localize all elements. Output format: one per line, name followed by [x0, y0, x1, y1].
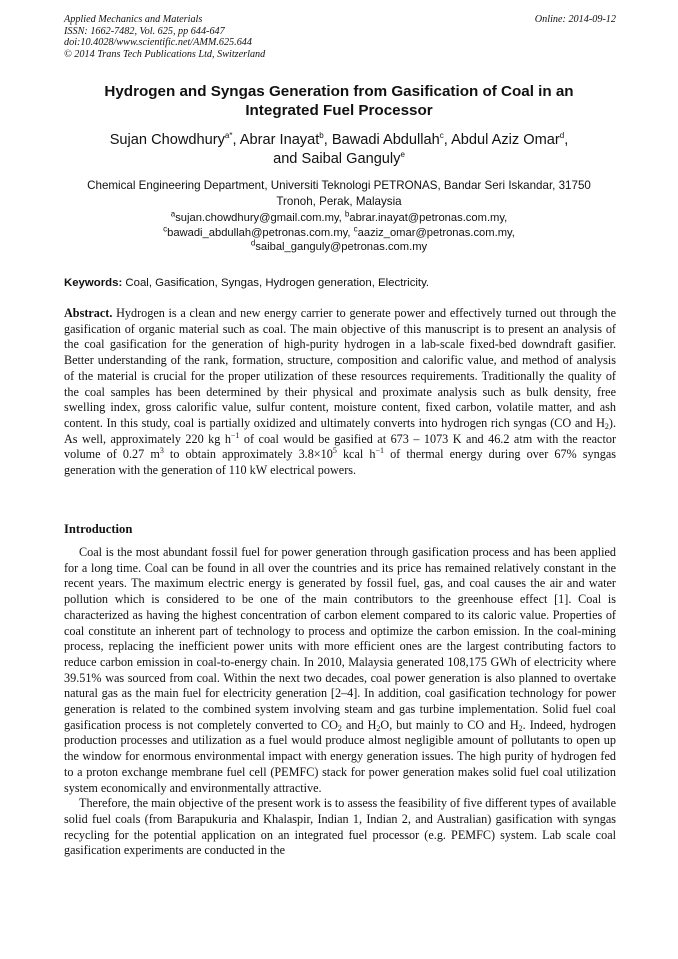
paper-title: Hydrogen and Syngas Generation from Gasification of Coal in an Integrated Fuel Processor: [104, 83, 574, 119]
intro-paragraph-2: Therefore, the main objective of the present work is to assess the feasibility of five different types of available solid fuel coals (from Barapukuria and Khalaspir, Indian 1, Indian 2, and Australian) gasification with syngas recycling for the potential application on an integrated fuel processor (e.g. PEMFC) system. Lab scale coal gasification experiments are conducted in the: [64, 796, 616, 858]
keywords-label: Keywords:: [64, 277, 123, 289]
author-5: and Saibal Ganguly$^e$: [273, 150, 405, 167]
author-5-mark: e: [400, 150, 405, 160]
affiliation: [60, 178, 618, 209]
email-list: [64, 211, 614, 255]
email-line-2: $^c$bawadi_abdullah@petronas.com.my, $^c$aaziz_omar@petronas.com.my,: [163, 223, 515, 239]
copyright-line: © 2014 Trans Tech Publications Ltd, Switzerland: [64, 48, 266, 60]
intro-paragraph-1: Coal is the most abundant fossil fuel for power generation through gasification process and has been applied for a long time. Coal can be found in all over the countries and its price has remained relatively constant in the recent years. The maximum electric energy is generated by fossil fuel, gas, and coal causes the air and water pollution which is considered to be one of the main contributors to the greenhouse effect [1]. Coal is characterized as having the highest concentration of carbon element compared to its caloric value. Properties of coal constitute an inherent part of technology to process and optimize the carbon emission. In the coal-mining process, replacing the inefficient power units with more efficient ones are the largest contributing factors to reduce carbon emission in coal-to-energy chain. In 2010, Malaysia generated 108,175 GWh of electricity where 39.51% was sourced from coal. Within the next two decades, coal power generation is also planned to overtake natural gas as the main fuel for electricity generation [2–4]. In addition, coal gasification technology for power generation is related to the combined system involving steam and gas turbine implementation. Solid fuel coal gasification process is not completely converted to $CO_2$ and $H_2O$, but mainly to CO and $H_2$. Indeed, hydrogen production processes and utilization as a fuel would produce almost negligible amount of pollutants to open up the window for enormous environmental impact with energy generation issues. The high purity of hydrogen fed to a proton exchange membrane fuel cell (PEMFC) stack for power generation makes solid fuel coal utilization system economically and environmentally attractive.: [64, 545, 616, 795]
author-2: Abrar Inayat$^b$,: [239, 131, 332, 148]
email-e: saibal_ganguly@petronas.com.my: [255, 241, 428, 254]
doi-line: doi:10.4028/www.scientific.net/AMM.625.644: [64, 37, 252, 49]
author-4: Abdul Aziz Omar$^d$,: [451, 131, 569, 148]
issn-line: ISSN: 1662-7482, Vol. 625, pp 644-647: [64, 25, 225, 37]
author-1-mark: a*: [224, 131, 233, 141]
author-3-mark: c: [439, 131, 444, 141]
journal-name: Applied Mechanics and Materials: [64, 14, 203, 25]
journal-header: [64, 14, 616, 60]
keywords-text: Coal, Gasification, Syngas, Hydrogen generation, Electricity.: [125, 277, 430, 289]
email-line-3: $^d$saibal_ganguly@petronas.com.my: [250, 238, 428, 254]
keywords: [64, 276, 616, 291]
author-list: [64, 131, 614, 169]
section-heading-introduction: Introduction: [64, 522, 133, 536]
affiliation-line-1: Chemical Engineering Department, Universiti Teknologi PETRONAS, Bandar Seri Iskandar, 31750: [87, 179, 591, 192]
abstract: Abstract. Hydrogen is a clean and new energy carrier to generate power and effectively turned out through the gasification of organic material such as coal. The main objective of this manuscript is to present an analysis of the coal gasification for the generation of high-purity hydrogen in a lab-scale fixed-bed downdraft gasifier. Better understanding of the rank, formation, structure, composition and calorific value, and method of analysis of the material is crucial for the proper utilization of these resources requirements. Traditionally the quality of the coal samples has been determined by their physical and proximate analysis such as bulk density, free swelling index, gross calorific value, sulfur content, moisture content, fixed carbon, volatile matter, and ash content. In this study, coal is partially oxidized and ultimately converts into hydrogen rich syngas (CO and $H_2$). As well, approximately 220 kg $h^{-1}$ of coal would be gasified at 673 – 1073 K and 46.2 atm with the reactor volume of 0.27 $m^3$ to obtain approximately $3.8\times 10^5$ kcal $h^{-1}$ of thermal energy during over 67% syngas generation with the generation of 110 kW electrical powers.: [64, 306, 617, 478]
author-4-mark: d: [559, 131, 565, 141]
email-b: abrar.inayat@petronas.com.my: [349, 212, 505, 224]
abstract-label: Abstract.: [64, 306, 113, 320]
email-d: aaziz_omar@petronas.com.my: [357, 226, 512, 239]
affiliation-line-2: Tronoh, Perak, Malaysia: [276, 194, 402, 208]
author-3: Bawadi Abdullah$^c$,: [331, 131, 452, 148]
online-date: Online: 2014-09-12: [534, 14, 616, 25]
email-line-1: $^a$sujan.chowdhury@gmail.com.my, $^b$abrar.inayat@petronas.com.my,: [170, 209, 508, 224]
email-c: bawadi_abdullah@petronas.com.my: [167, 226, 348, 239]
introduction-body: [64, 545, 616, 859]
email-a: sujan.chowdhury@gmail.com.my: [175, 212, 339, 224]
author-1: Sujan Chowdhury$^{a*}$,: [109, 131, 240, 148]
author-2-mark: b: [319, 131, 324, 141]
